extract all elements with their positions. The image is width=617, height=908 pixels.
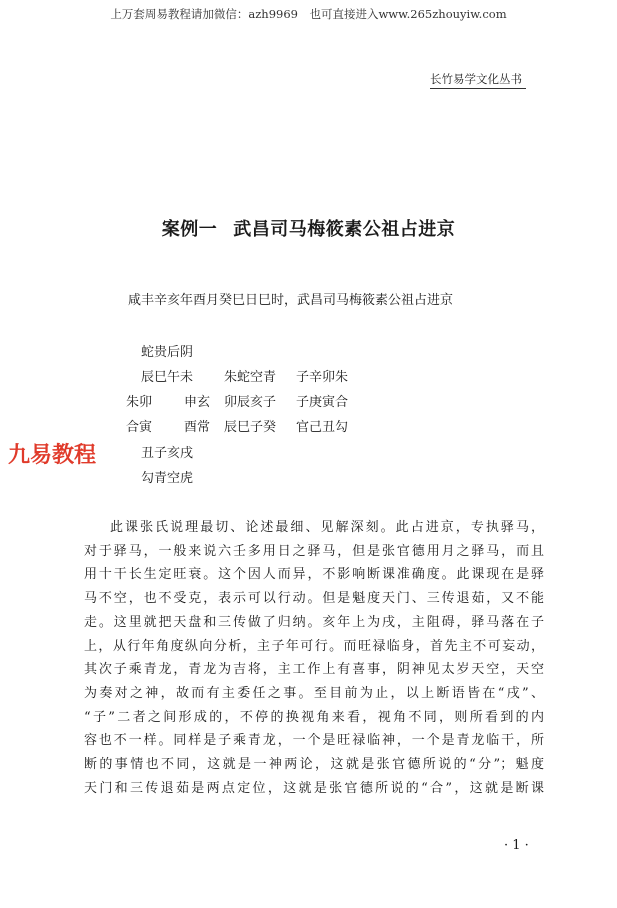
- body-line: 为奏对之神，故而有主委任之事。至目前为止，以上断语皆在“戌”、: [84, 685, 544, 701]
- body-paragraph: [84, 516, 544, 800]
- case-name: 武昌司马梅筱素公祖占进京: [233, 219, 456, 240]
- chart-line-1: 蛇贵后阴: [141, 345, 194, 360]
- chart-cell: 申玄: [184, 395, 211, 410]
- case-number: 案例一: [161, 219, 218, 240]
- chart-cell: 朱蛇空青: [224, 370, 277, 385]
- body-line: 走。这里就把天盘和三传做了归纳。亥年上为戌，主阻碍，驿马落在子: [84, 614, 544, 630]
- chart-cell: 辰巳午未: [141, 370, 194, 385]
- body-line: 断的事情也不同，这就是一神两论，这就是张官德所说的“分”；魁度: [84, 757, 544, 773]
- page-number: · 1 ·: [504, 838, 529, 853]
- body-line: 其次子乘青龙，青龙为吉将，主工作上有喜事，阴神见太岁天空，天空: [84, 662, 544, 678]
- chart-line-6: 勾青空虎: [141, 471, 194, 486]
- chart-cell: 官己丑勾: [296, 420, 349, 435]
- body-line: 上，从行年角度纵向分析，主子年可行。而旺禄临身，首先主不可妄动，: [84, 638, 544, 654]
- case-title: [0, 215, 617, 241]
- chart-line-5: 丑子亥戌: [141, 446, 194, 461]
- watermark-logo: 九易教程: [8, 443, 97, 468]
- chart-cell: 酉常: [184, 420, 211, 435]
- series-rule: [430, 88, 526, 89]
- body-line: 马不空，也不受克，表示可以行动。但是魁度天门、三传退茹，又不能: [84, 591, 544, 607]
- chart-cell: 合寅: [126, 420, 153, 435]
- series-title: 长竹易学文化丛书: [430, 72, 522, 86]
- body-line: 用十干长生定旺衰。这个因人而异，不影响断课准确度。此课现在是驿: [84, 567, 544, 583]
- chart-cell: 子庚寅合: [296, 395, 349, 410]
- chart-cell: 辰巳子癸: [224, 420, 277, 435]
- top-notice: 上万套周易教程请加微信：azh9969 也可直接进入www.265zhouyiw.com: [110, 7, 507, 21]
- body-line: 此课张氏说理最切、论述最细、见解深刻。此占进京，专执驿马，: [110, 520, 544, 535]
- body-line: 容也不一样。同样是子乘青龙，一个是旺禄临神，一个是青龙临干，所: [84, 733, 544, 749]
- body-line: 天门和三传退茹是两点定位，这就是张官德所说的“合”，这就是断课: [84, 780, 544, 796]
- chart-cell: 朱卯: [126, 395, 153, 410]
- body-line: “子”二者之间形成的，不停的换视角来看，视角不同，则所看到的内: [84, 709, 544, 725]
- body-line: 对于驿马，一般来说六壬多用日之驿马，但是张官德用月之驿马，而且: [84, 543, 544, 559]
- chart-cell: 子辛卯朱: [296, 370, 349, 385]
- intro-line: 咸丰辛亥年酉月癸巳日巳时，武昌司马梅筱素公祖占进京: [128, 293, 454, 308]
- chart-cell: 卯辰亥子: [224, 395, 277, 410]
